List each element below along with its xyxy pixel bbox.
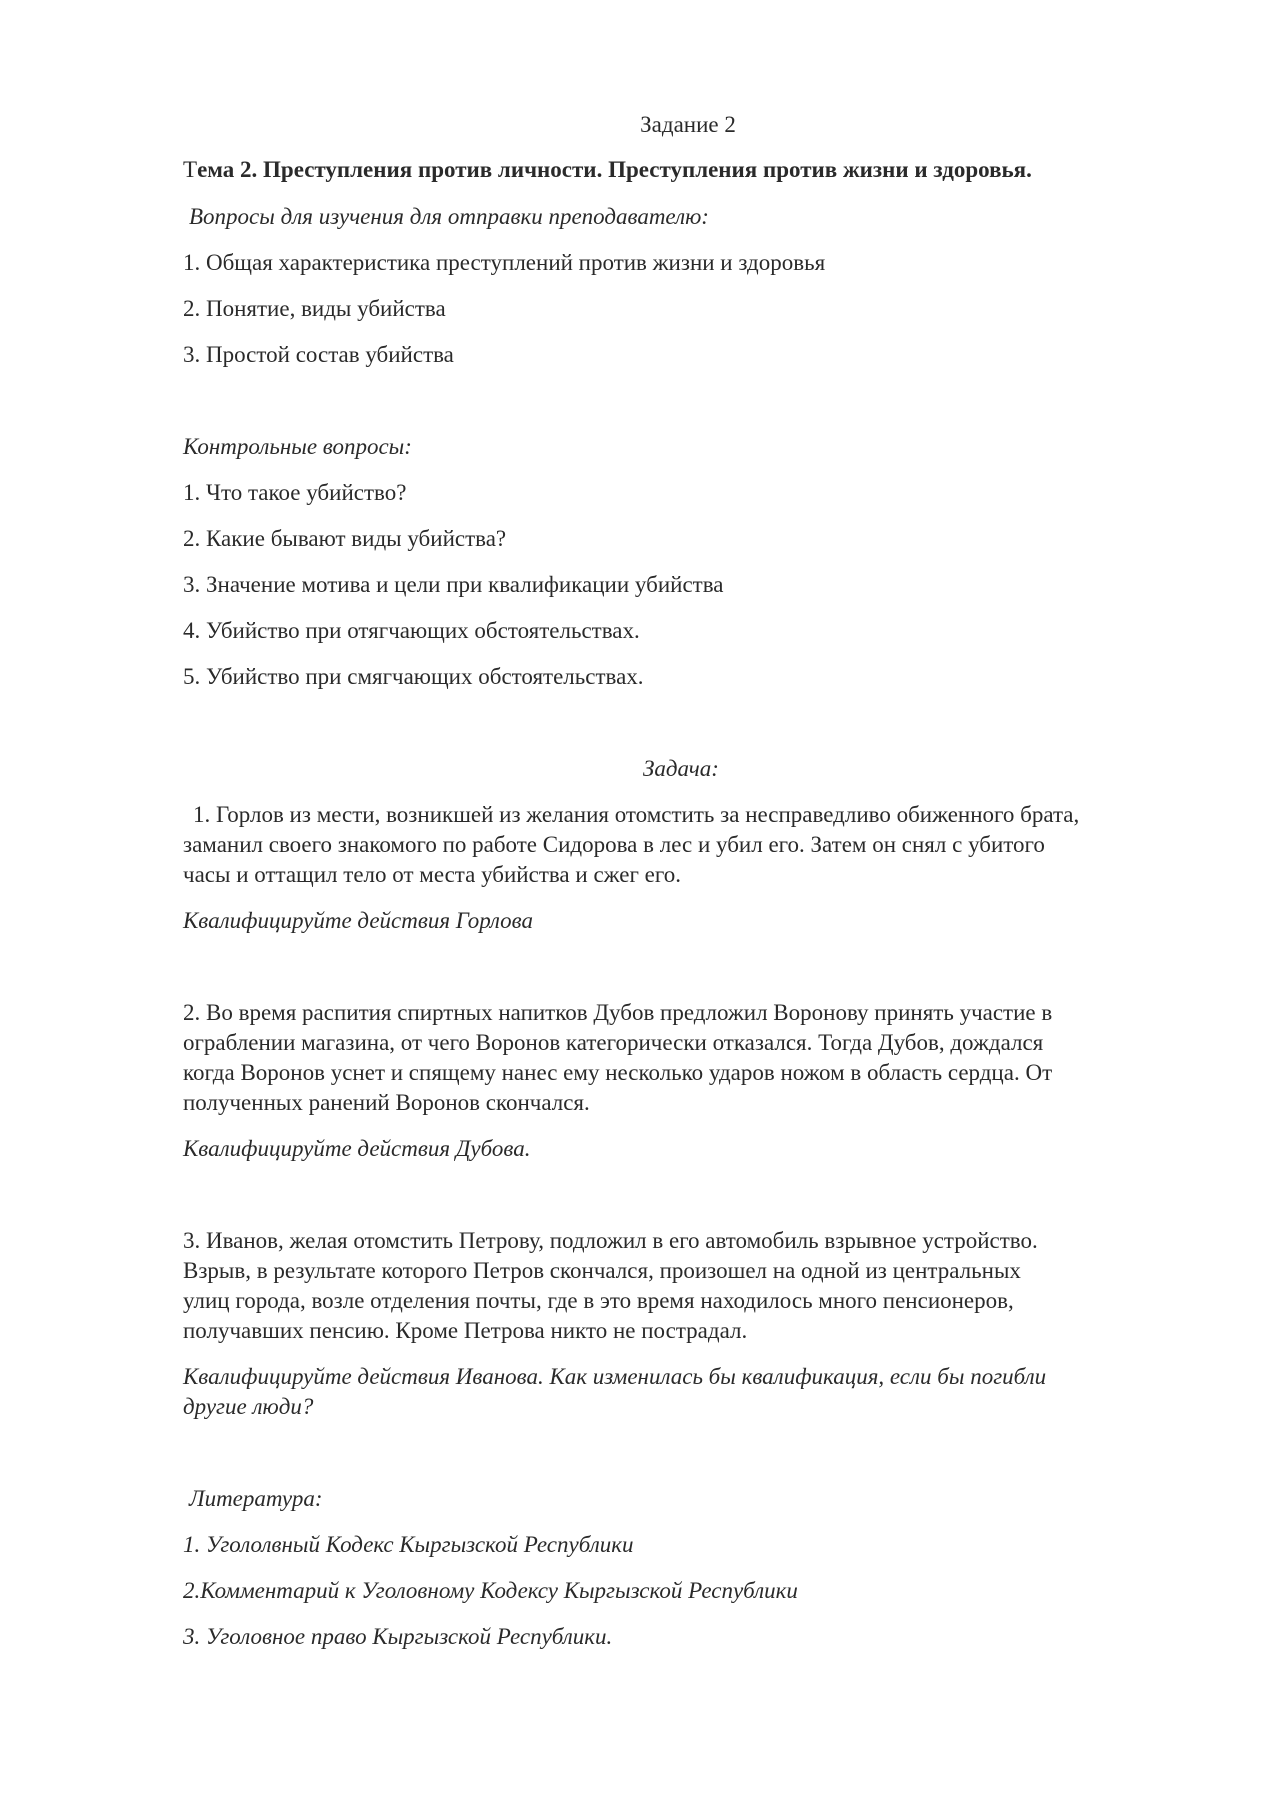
- control-question-item: 1. Что такое убийство?: [183, 480, 407, 505]
- topic-rest: ема 2. Преступления против личности. Преступления против жизни и здоровья.: [197, 157, 1032, 182]
- task-line: 1. Горлов из мести, возникшей из желания отомстить за несправедливо обиженного брата,: [193, 802, 1080, 827]
- task-line: 2. Во время распития спиртных напитков Дубов предложил Воронову принять участие в: [183, 1000, 1053, 1025]
- literature-item: 3. Уголовное право Кыргызской Республики.: [183, 1624, 613, 1649]
- topic-first-letter: Т: [183, 157, 198, 182]
- task-line: полученных ранений Воронов скончался.: [183, 1090, 590, 1115]
- control-question-item: 2. Какие бывают виды убийства?: [183, 526, 507, 551]
- task-3-instruction: [183, 1362, 1193, 1422]
- task-line: Взрыв, в результате которого Петров скончался, произошел на одной из центральных: [183, 1258, 1021, 1283]
- task-1: [183, 800, 1193, 890]
- instruction-line: другие люди?: [183, 1394, 314, 1419]
- task-line: заманил своего знакомого по работе Сидорова в лес и убил его. Затем он снял с убитого: [183, 832, 1045, 857]
- task-line: часы и оттащил тело от места убийства и сжег его.: [183, 862, 681, 887]
- literature-heading: Литература:: [189, 1486, 323, 1511]
- study-question-item: 3. Простой состав убийства: [183, 342, 454, 367]
- study-questions-heading: Вопросы для изучения для отправки преподавателю:: [189, 204, 709, 229]
- control-questions-heading: Контрольные вопросы:: [183, 434, 412, 459]
- task-line: 3. Иванов, желая отомстить Петрову, подложил в его автомобиль взрывное устройство.: [183, 1228, 1038, 1253]
- control-question-item: 3. Значение мотива и цели при квалификации убийства: [183, 572, 724, 597]
- literature-item: 2.Комментарий к Уголовному Кодексу Кыргызской Республики: [183, 1578, 798, 1603]
- task-heading: Задача:: [643, 756, 719, 781]
- task-line: ограблении магазина, от чего Воронов категорически отказался. Тогда Дубов, дождался: [183, 1030, 1044, 1055]
- task-line: получавших пенсию. Кроме Петрова никто не пострадал.: [183, 1318, 748, 1343]
- assignment-title: Задание 2: [640, 112, 736, 137]
- task-2-instruction: Квалифицируйте действия Дубова.: [183, 1136, 531, 1161]
- literature-item: 1. Угололвный Кодекс Кыргызской Республики: [183, 1532, 634, 1557]
- task-2: [183, 998, 1193, 1118]
- study-question-item: 1. Общая характеристика преступлений против жизни и здоровья: [183, 250, 826, 275]
- task-3: [183, 1226, 1193, 1346]
- control-question-item: 5. Убийство при смягчающих обстоятельствах.: [183, 664, 644, 689]
- study-question-item: 2. Понятие, виды убийства: [183, 296, 446, 321]
- task-line: когда Воронов уснет и спящему нанес ему несколько ударов ножом в область сердца. От: [183, 1060, 1053, 1085]
- task-1-instruction: Квалифицируйте действия Горлова: [183, 908, 533, 933]
- topic-heading: [183, 155, 1193, 185]
- instruction-line: Квалифицируйте действия Иванова. Как изменилась бы квалификация, если бы погибли: [183, 1364, 1047, 1389]
- task-line: улиц города, возле отделения почты, где в это время находилось много пенсионеров,: [183, 1288, 1014, 1313]
- control-question-item: 4. Убийство при отягчающих обстоятельствах.: [183, 618, 640, 643]
